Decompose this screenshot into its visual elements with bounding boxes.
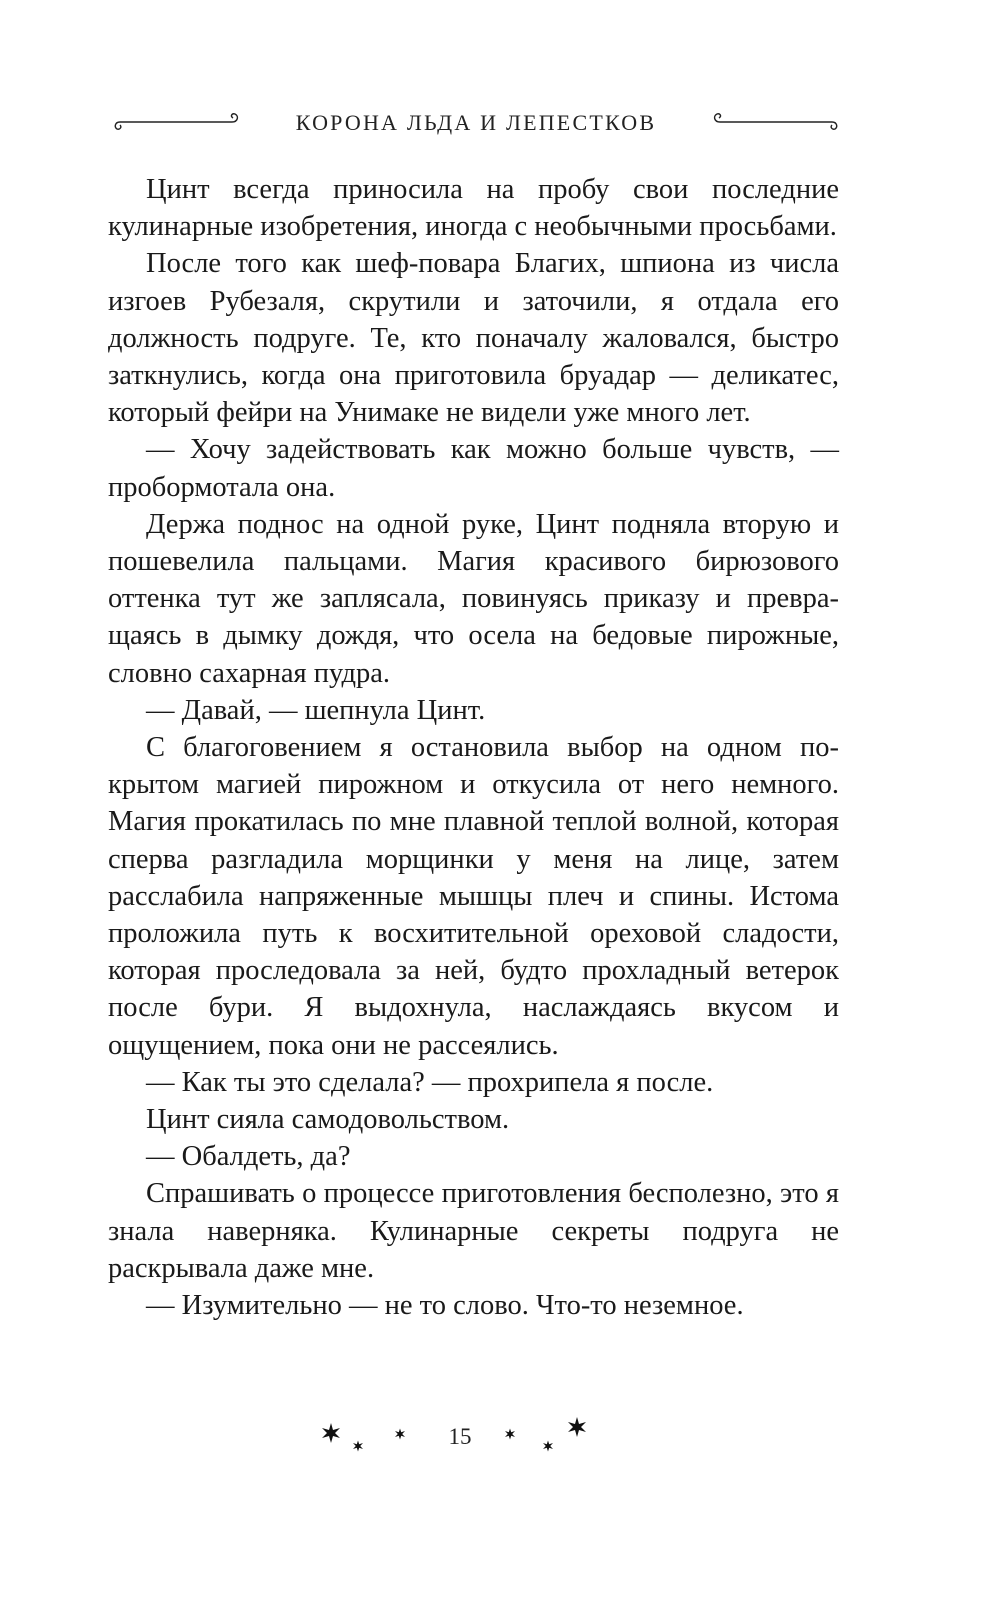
page-footer <box>320 1410 600 1470</box>
flourish-right-ornament <box>710 108 840 136</box>
star-small-icon <box>542 1440 554 1452</box>
paragraph: — Обалдеть, да? <box>146 1141 351 1173</box>
paragraph: — Хочу задействовать как можно больше чувств, — пробормотала она. <box>108 434 839 503</box>
running-header <box>112 104 840 144</box>
paragraph: — Давай, — шепнула Цинт. <box>146 694 486 726</box>
paragraph: С благоговением я остановила выбор на одном покрытом магией пирожном и откусила от него немного. Магия прокатилась по мне плавной теплой волной, которая сперва разгладила морщинки у меня на лице, затем расслабила напряженные мышцы плеч и спины. Истома проложила путь к восхитительной ореховой сладости, которая проследовала за ней, будто прохладный ветерок после бури. Я выдохнула, наслаждаясь вкусом и ощущением, пока они не рассеялись. <box>108 732 839 1061</box>
page-body-text <box>108 171 839 1324</box>
page-number: 15 <box>448 1424 472 1449</box>
paragraph: Цинт всегда приносила на пробу свои последние кулинарные изобретения, иногда с необычными просьбами. <box>108 174 839 243</box>
star-small-icon <box>504 1428 516 1440</box>
paragraph: После того как шеф-повара Благих, шпиона из числа изгоев Рубезаля, скрутили и заточили, я отдала его должность подруге. Те, кто поначалу жаловался, быстро заткнулись, когда она приготовила бруадар — деликатес, который фейри на Унимаке не видели уже много лет. <box>108 248 839 429</box>
book-title: КОРОНА ЛЬДА И ЛЕПЕСТКОВ <box>295 110 657 135</box>
paragraph: — Как ты это сделала? — прохрипела я после. <box>146 1066 714 1098</box>
paragraph: — Изумительно — не то слово. Что-то неземное. <box>146 1290 744 1322</box>
star-large-right-icon <box>566 1416 588 1438</box>
paragraph: Спрашивать о процессе приготовления бесполезно, это я знала наверняка. Кулинарные секреты подруга не раскрывала даже мне. <box>108 1178 839 1284</box>
paragraph: Держа поднос на одной руке, Цинт подняла вторую и пошевелила пальцами. Магия красивого бирюзового оттенка тут же заплясала, повинуясь приказу и превращаясь в дымку дождя, что осела на бедовые пирожные, словно сахарная пудра. <box>108 508 839 689</box>
paragraph: Цинт сияла самодовольством. <box>146 1104 510 1136</box>
